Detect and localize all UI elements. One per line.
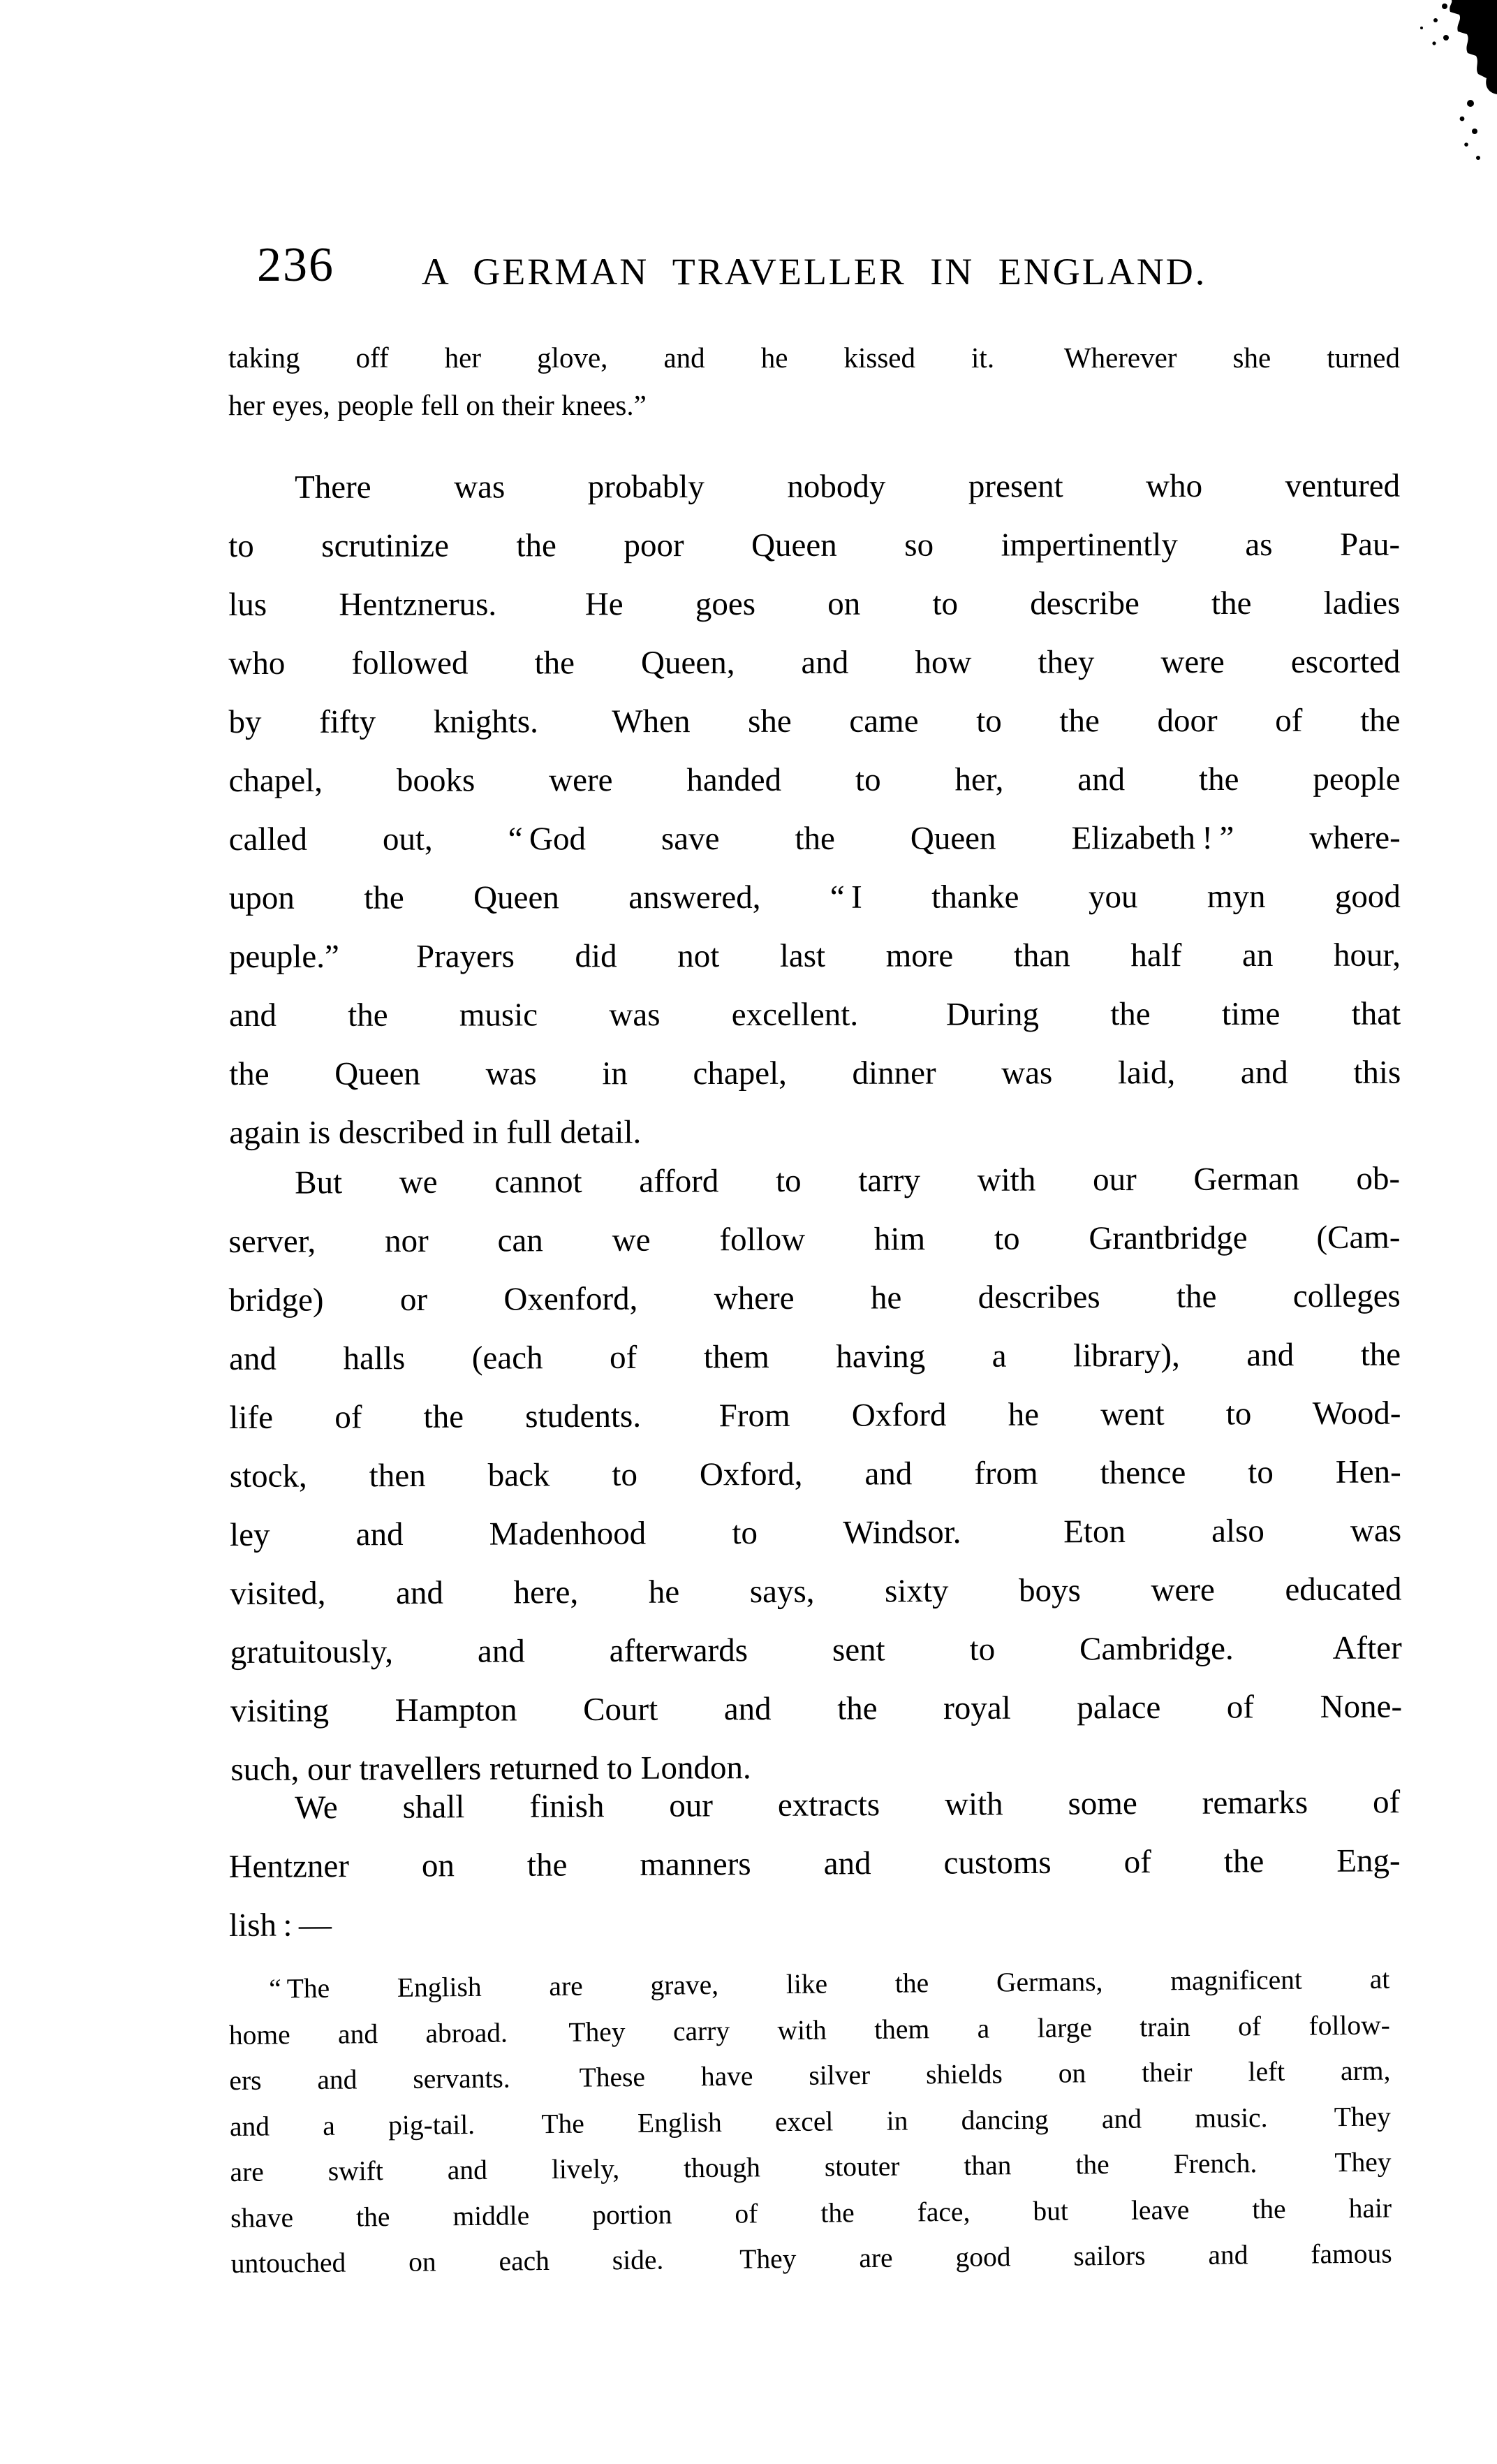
text-line: the Queen was in chapel, dinner was laid, and this <box>229 1054 1401 1092</box>
paragraph-but-we <box>228 1150 1403 1799</box>
text-line: lus Hentznerus. He goes on to describe the ladies <box>228 585 1401 623</box>
text-line: are swift and lively, though stouter than the French. They <box>230 2146 1392 2187</box>
text-line: and halls (each of them having a library), and the <box>229 1336 1401 1377</box>
ink-smudge-icon <box>1406 0 1497 171</box>
text-line: stock, then back to Oxford, and from thence to Hen- <box>229 1453 1401 1495</box>
text-line: who followed the Queen, and how they were escorted <box>228 643 1401 682</box>
paragraph-we-shall <box>228 1773 1401 1955</box>
paragraph-quote-block <box>228 1956 1392 2287</box>
paragraph-quote-continuation <box>228 334 1400 429</box>
text-line: lish : — <box>228 1907 332 1944</box>
text-line: peuple.” Prayers did not last more than half an hour, <box>228 937 1401 975</box>
text-line: home and abroad. They carry with them a large train of follow- <box>228 2009 1390 2051</box>
text-line: again is described in full detail. <box>229 1114 642 1151</box>
page-number: 236 <box>257 238 334 292</box>
text-line: visited, and here, he says, sixty boys were educated <box>230 1571 1402 1612</box>
text-line: by fifty knights. When she came to the door of the <box>228 702 1401 740</box>
text-line: gratuitously, and afterwards sent to Cambridge. After <box>230 1629 1402 1671</box>
text-line: chapel, books were handed to her, and the people <box>228 761 1401 799</box>
running-head-title: A GERMAN TRAVELLER IN ENGLAND. <box>421 251 1207 293</box>
paragraph-there-was <box>228 457 1401 1162</box>
text-line: to scrutinize the poor Queen so impertinently as Pau- <box>228 526 1401 564</box>
text-line: server, nor can we follow him to Grantbridge (Cam- <box>228 1219 1401 1260</box>
text-line: “ The English are grave, like the Germans, magnificent at <box>269 1963 1390 2004</box>
text-line: such, our travellers returned to London. <box>230 1750 751 1788</box>
text-line: called out, “ God save the Queen Elizabeth ! ” where- <box>228 819 1401 858</box>
text-line: taking off her glove, and he kissed it. Wherever she turned <box>228 342 1400 374</box>
text-line: Hentzner on the manners and customs of the Eng- <box>228 1842 1401 1885</box>
text-line: visiting Hampton Court and the royal palace of None- <box>230 1688 1403 1729</box>
text-line: shave the middle portion of the face, but leave the hair <box>230 2192 1392 2234</box>
text-line: and the music was excellent. During the time that <box>229 995 1401 1034</box>
text-line: We shall finish our extracts with some remarks of <box>295 1784 1401 1826</box>
text-line: untouched on each side. They are good sailors and famous <box>230 2238 1392 2279</box>
text-line: life of the students. From Oxford he went to Wood- <box>229 1395 1401 1436</box>
text-line: There was probably nobody present who ventured <box>295 467 1401 506</box>
text-line: ley and Madenhood to Windsor. Eton also was <box>229 1512 1402 1553</box>
text-line: her eyes, people fell on their knees.” <box>228 389 647 421</box>
text-line: bridge) or Oxenford, where he describes the colleges <box>228 1277 1401 1319</box>
text-line: upon the Queen answered, “ I thanke you myn good <box>228 878 1401 916</box>
text-line: ers and servants. These have silver shields on their left arm, <box>229 2055 1391 2096</box>
text-line: But we cannot afford to tarry with our German ob- <box>295 1160 1401 1201</box>
text-line: and a pig-tail. The English excel in dancing and music. They <box>229 2100 1392 2142</box>
